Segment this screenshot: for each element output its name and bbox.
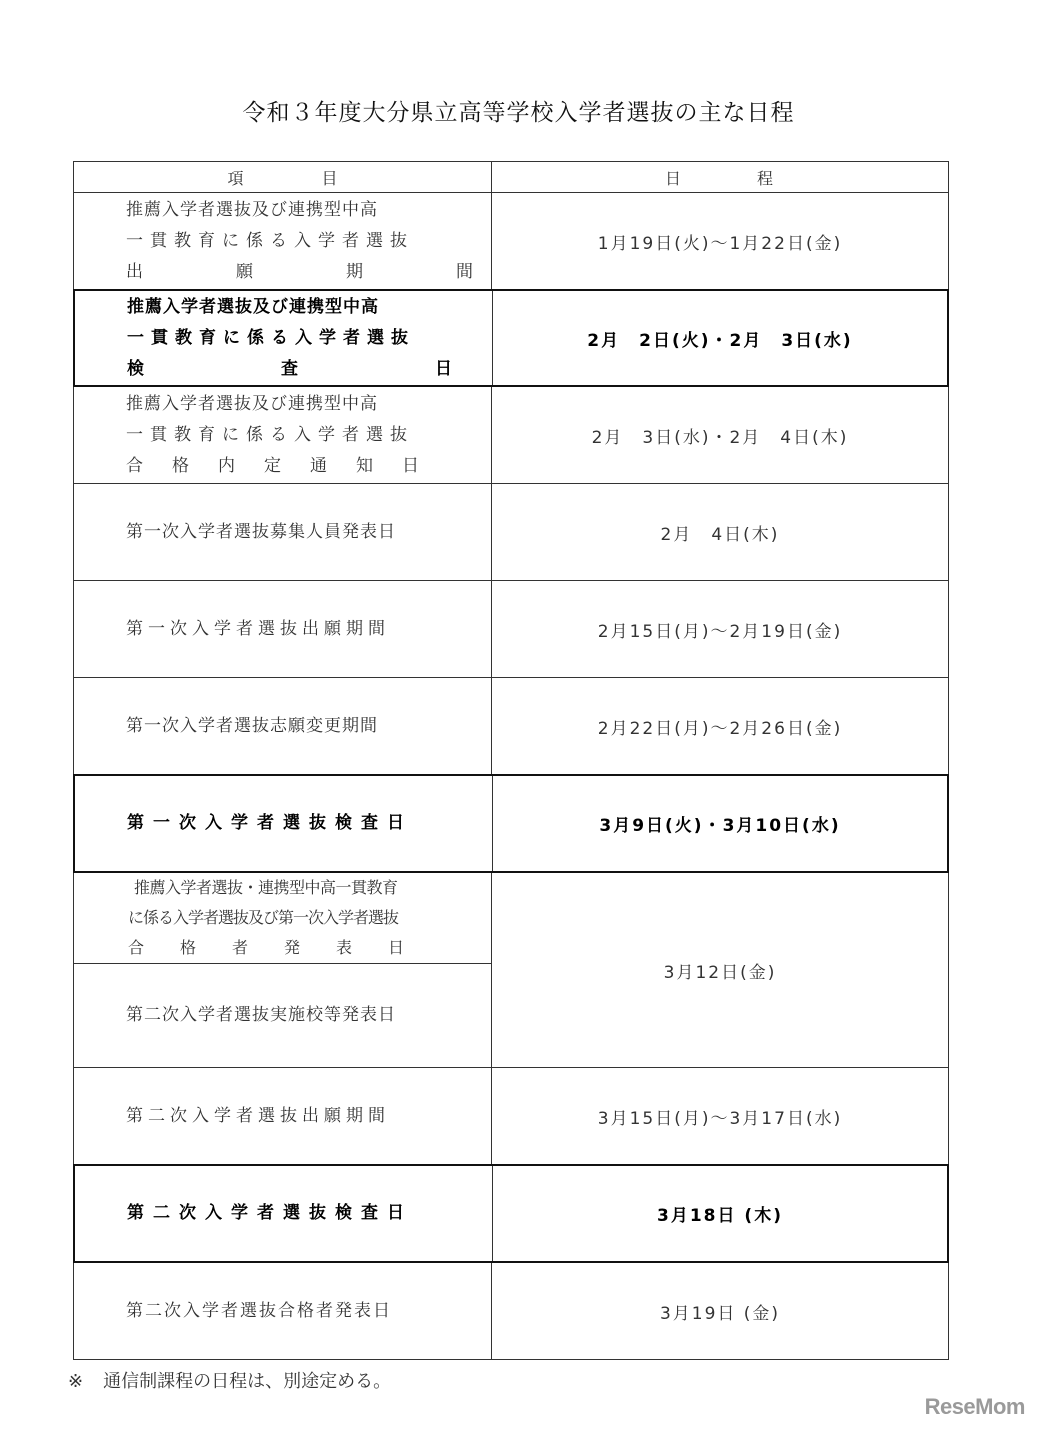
row-date: 2月15日(月)～2月19日(金) [597, 621, 843, 642]
row-item-label: 第二次入学者選抜出願期間 [126, 1105, 390, 1126]
row-date: 2月22日(月)～2月26日(金) [597, 718, 843, 739]
footnote [68, 1367, 391, 1393]
header-date-char: 程 [756, 168, 775, 188]
row-date: 2月 3日(水)・2月 4日(木) [591, 427, 849, 448]
table-row [73, 774, 949, 873]
table-row [73, 1263, 949, 1360]
row-date: 3月19日 (金) [659, 1303, 781, 1324]
row-item [74, 193, 511, 289]
row-item [75, 291, 512, 385]
table-row [73, 873, 949, 1068]
row-item [74, 484, 492, 580]
row-item-label: 第一次入学者選抜志願変更期間 [126, 715, 378, 736]
table-row [73, 678, 949, 775]
row-item-label: 第二次入学者選抜合格者発表日 [126, 1300, 392, 1321]
schedule-table [73, 161, 949, 1360]
row-item [74, 581, 492, 677]
row-item-split [74, 873, 492, 1067]
row-item [74, 1263, 492, 1359]
row-item-line: 推薦入学者選抜及び連携型中高 [126, 393, 378, 414]
row-date: 3月15日(月)～3月17日(水) [597, 1108, 843, 1129]
row-date: 1月19日(火)～1月22日(金) [597, 233, 843, 254]
row-item-line: 一貫教育に係る入学者選抜 [126, 230, 414, 251]
row-item-line: 合格内定通知日 [126, 455, 448, 476]
row-date: 3月18日 (木) [657, 1206, 783, 1226]
table-row [73, 193, 949, 290]
row-date: 2月 2日(火)・2月 3日(水) [587, 330, 853, 351]
row-item [74, 1068, 492, 1164]
page-title: 令和３年度大分県立高等学校入学者選抜の主な日程 [242, 100, 795, 126]
row-item-label: 第二次入学者選抜検査日 [127, 1203, 413, 1223]
header-date [492, 162, 948, 192]
header-date-char: 日 [665, 168, 684, 188]
row-item-line: に係る入学者選抜及び第一次入学者選抜 [128, 908, 399, 927]
note-text: 通信制課程の日程は、別途定める。 [103, 1371, 392, 1392]
header-item-char: 項 [227, 168, 244, 188]
note-mark: ※ [68, 1371, 84, 1392]
row-item [74, 387, 492, 483]
row-item-top [74, 873, 491, 964]
table-row [73, 484, 949, 581]
table-row [73, 289, 949, 387]
row-item [75, 1166, 493, 1261]
row-item-label: 第二次入学者選抜実施校等発表日 [126, 1005, 396, 1025]
table-row [73, 1068, 949, 1165]
row-date: 3月12日(金) [663, 962, 777, 983]
row-item [75, 776, 493, 871]
row-item-label: 第一次入学者選抜出願期間 [126, 618, 390, 639]
row-item-label: 第一次入学者選抜検査日 [127, 813, 413, 833]
table-header [73, 161, 949, 193]
row-item-label: 第一次入学者選抜募集人員発表日 [126, 521, 396, 542]
row-item-line: 一貫教育に係る入学者選抜 [127, 327, 415, 348]
row-item-line: 一貫教育に係る入学者選抜 [126, 424, 414, 445]
row-item-bottom [74, 964, 491, 1067]
table-row [73, 387, 949, 484]
row-item-line: 検 査 日 [127, 358, 512, 379]
table-row [73, 581, 949, 678]
resemom-logo: ReseMom [924, 1394, 1025, 1419]
row-item-line: 推薦入学者選抜及び連携型中高 [127, 296, 379, 317]
row-date: 3月9日(火)・3月10日(水) [599, 816, 841, 836]
row-item [74, 678, 492, 774]
row-item-line: 出 願 期 間 [126, 261, 511, 282]
row-date: 2月 4日(木) [660, 524, 780, 545]
table-row [73, 1164, 949, 1263]
row-item-line: 推薦入学者選抜・連携型中高一貫教育 [134, 878, 398, 897]
header-item-char: 目 [321, 168, 338, 188]
header-item [74, 162, 492, 192]
row-item-line: 合格者発表日 [128, 938, 441, 957]
row-item-line: 推薦入学者選抜及び連携型中高 [126, 199, 378, 220]
